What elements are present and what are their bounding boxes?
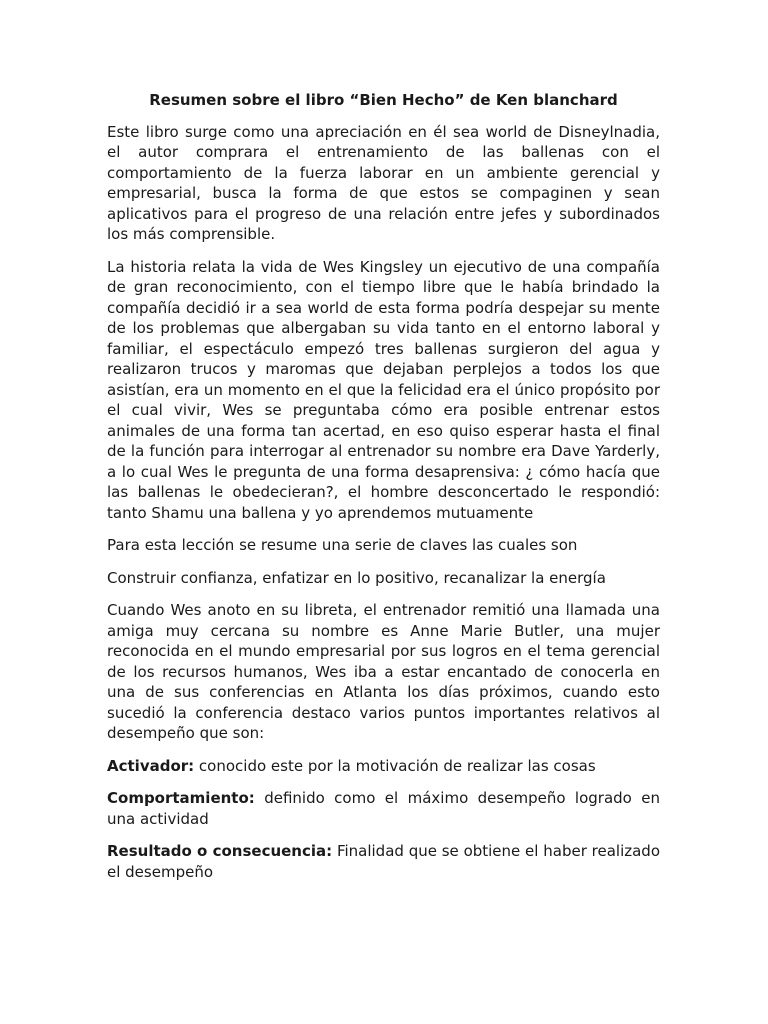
definition-text: definido como el máximo desempeño logrado en una actividad bbox=[107, 789, 660, 828]
definition-activador bbox=[107, 756, 660, 777]
paragraph-conference: Cuando Wes anoto en su libreta, el entrenador remitió una llamada una amiga muy cercana su nombre es Anne Marie Butler, una mujer reconocida en el mundo empresarial por sus logros en el tema gerencial de los recursos humanos, Wes iba a estar encantado de conocerla en una de sus conferencias en Atlanta los días próximos, cuando esto sucedió la conferencia destaco varios puntos importantes relativos al desempeño que son: bbox=[107, 601, 660, 742]
definition-term: Resultado o consecuencia: bbox=[107, 842, 333, 860]
definition-term: Comportamiento: bbox=[107, 789, 255, 807]
paragraph-keys: Construir confianza, enfatizar en lo positivo, recanalizar la energía bbox=[107, 568, 606, 587]
paragraph-intro: Este libro surge como una apreciación en él sea world de Disneylnadia, el autor comprara el entrenamiento de las ballenas con el comportamiento de la fuerza laborar en un ambiente gerencial y empresarial, busca la forma de que estos se compaginen y sean aplicativos para el progreso de una relación entre jefes y subordinados los más comprensible. bbox=[107, 122, 660, 243]
document-body bbox=[107, 90, 660, 894]
paragraph-story: La historia relata la vida de Wes Kingsley un ejecutivo de una compañía de gran reconocimiento, con el tiempo libre que le había brindado la compañía decidió ir a sea world de esta forma podría despejar su mente de los problemas que albergaban su vida tanto en el entorno laboral y familiar, el espectáculo empezó tres ballenas surgieron del agua y realizaron trucos y maromas que dejaban perplejos a todos los que asistían, era un momento en el que la felicidad era el único propósito por el cual vivir, Wes se preguntaba cómo era posible entrenar estos animales de una forma tan acertad, en eso quiso esperar hasta el final de la función para interrogar al entrenador su nombre era Dave Yarderly, a lo cual Wes le pregunta de una forma desaprensiva: ¿ cómo hacía que las ballenas le obedecieran?, el hombre desconcertado le respondió: tanto Shamu una ballena y yo aprendemos mutuamente bbox=[107, 257, 660, 522]
definition-text: Finalidad que se obtiene el haber realizado el desempeño bbox=[107, 842, 660, 881]
definition-text: conocido este por la motivación de realizar las cosas bbox=[194, 756, 596, 775]
definition-term: Activador: bbox=[107, 756, 195, 775]
definition-comportamiento bbox=[107, 788, 660, 829]
document-title: Resumen sobre el libro “Bien Hecho” de Ken blanchard bbox=[149, 91, 618, 109]
definition-resultado bbox=[107, 841, 660, 882]
paragraph-keys-intro: Para esta lección se resume una serie de claves las cuales son bbox=[107, 536, 578, 554]
